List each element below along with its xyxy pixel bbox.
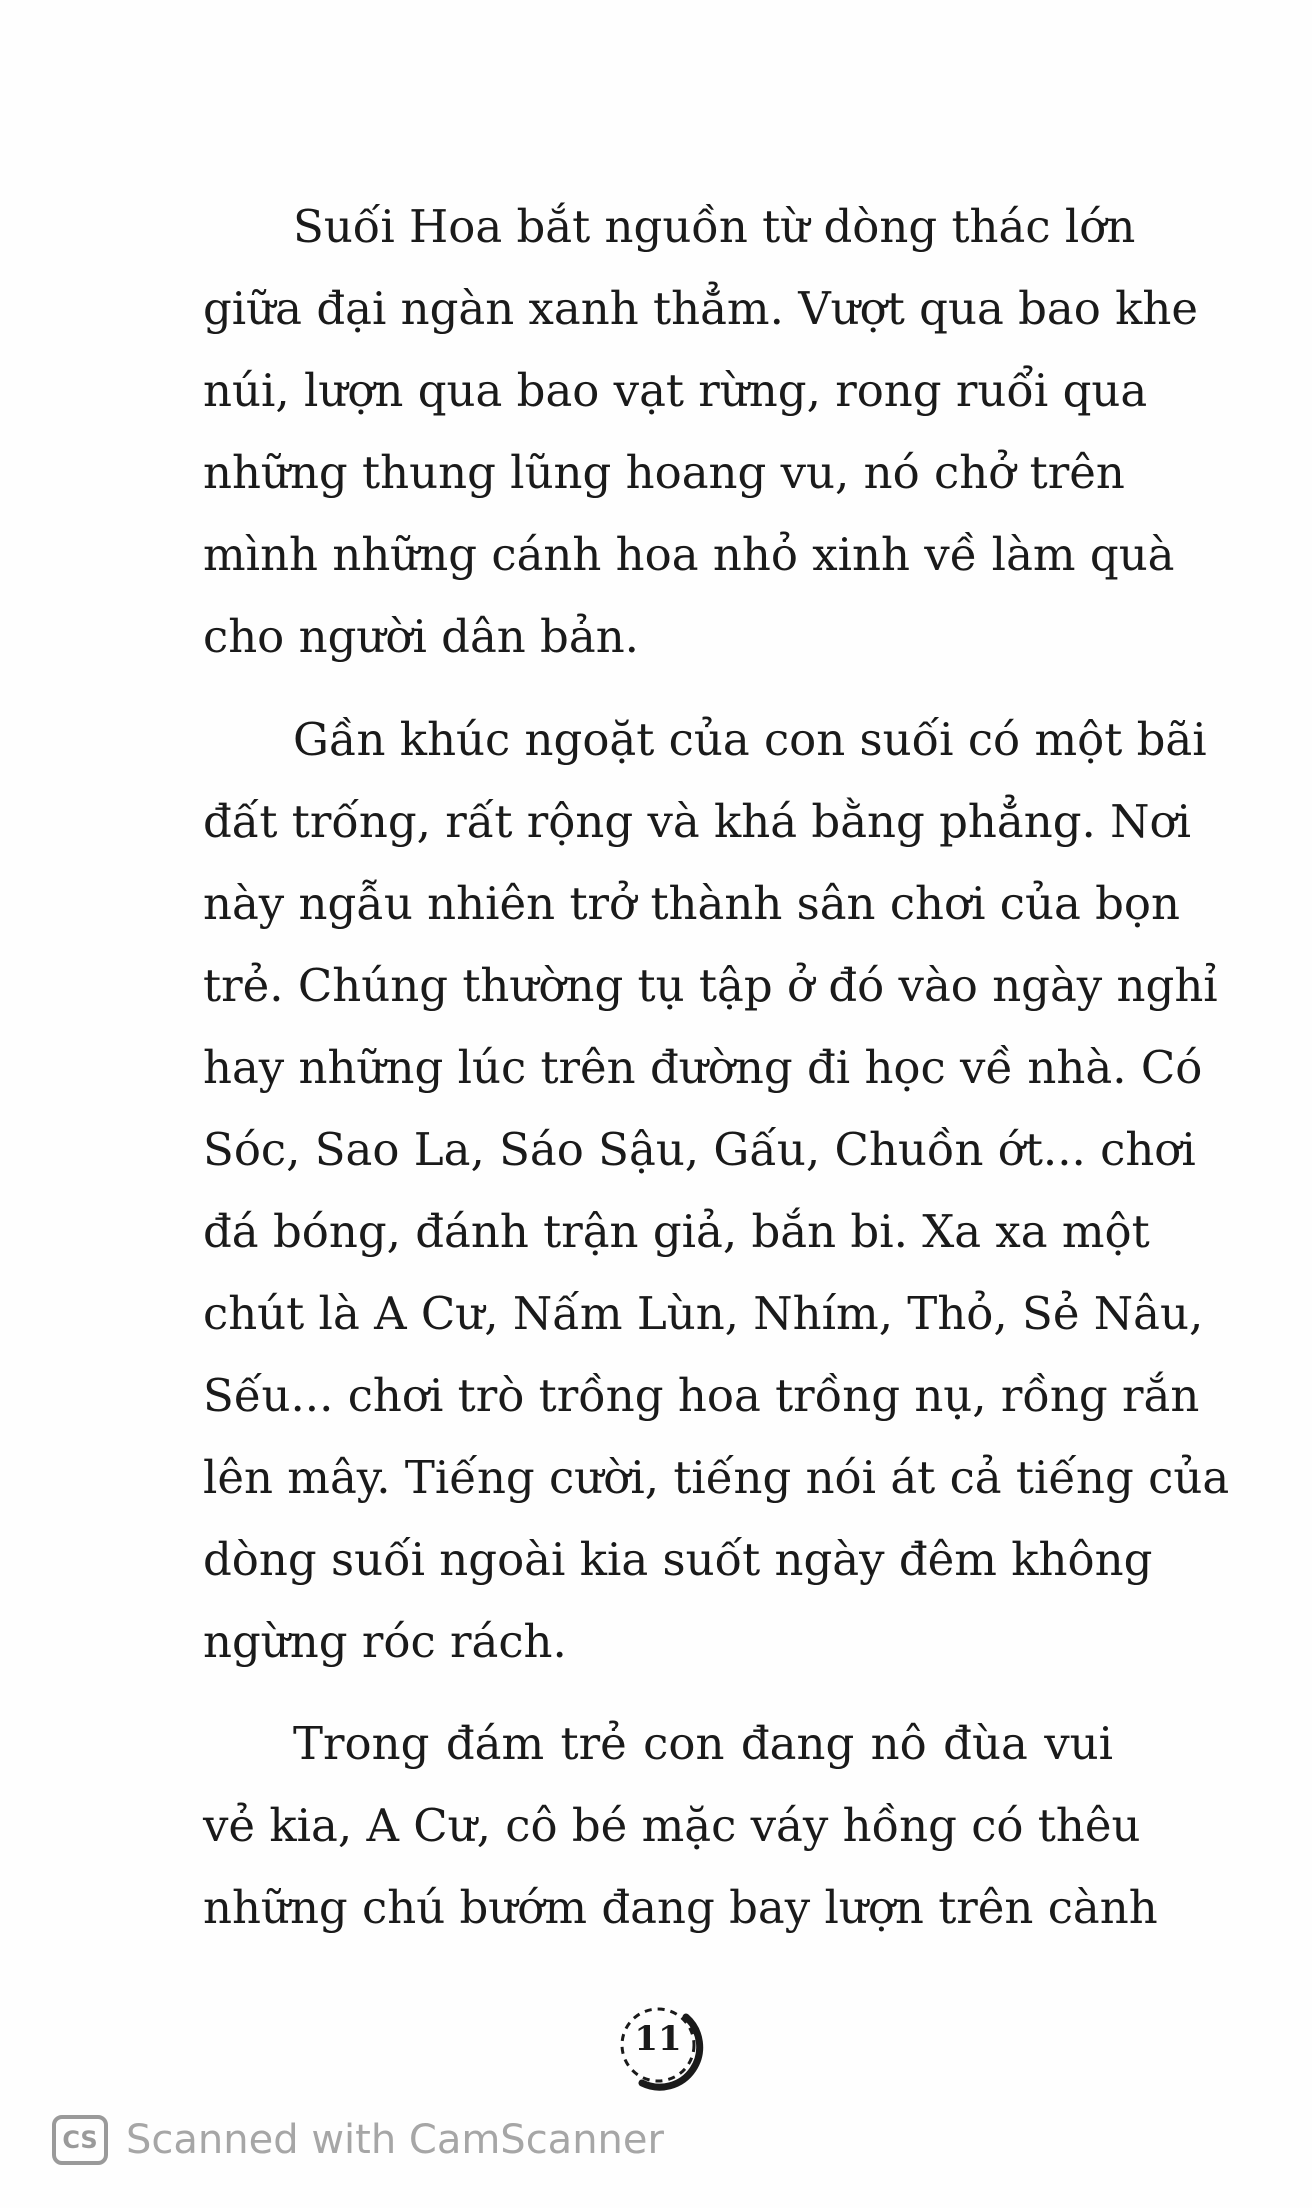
- paragraph-line: cho người dân bản.: [203, 610, 639, 663]
- paragraph-line: đá bóng, đánh trận giả, bắn bi. Xa xa một: [203, 1205, 1150, 1258]
- page-number-badge: [608, 1995, 708, 2095]
- paragraph-line: Sếu... chơi trò trồng hoa trồng nụ, rồng rắn: [203, 1369, 1200, 1422]
- paragraph-line: núi, lượn qua bao vạt rừng, rong ruổi qua: [203, 364, 1148, 417]
- paragraph-line: đất trống, rất rộng và khá bằng phẳng. Nơi: [203, 795, 1192, 848]
- paragraph-line: chút là A Cư, Nấm Lùn, Nhím, Thỏ, Sẻ Nâu,: [203, 1287, 1204, 1340]
- paragraph-line: dòng suối ngoài kia suốt ngày đêm không: [203, 1533, 1153, 1586]
- paragraph-line: những thung lũng hoang vu, nó chở trên: [203, 446, 1125, 499]
- camscanner-logo-icon: CS: [52, 2115, 108, 2165]
- paragraph-line: giữa đại ngàn xanh thẳm. Vượt qua bao khe: [203, 282, 1198, 335]
- paragraph-1: [203, 186, 1198, 678]
- paragraph-line: Trong đám trẻ con đang nô đùa vui: [293, 1717, 1113, 1770]
- paragraph-2: [203, 699, 1230, 1683]
- paragraph-line: Suối Hoa bắt nguồn từ dòng thác lớn: [293, 200, 1136, 253]
- paragraph-line: trẻ. Chúng thường tụ tập ở đó vào ngày nghỉ: [203, 959, 1218, 1012]
- paragraph-line: này ngẫu nhiên trở thành sân chơi của bọn: [203, 877, 1180, 930]
- paragraph-line: hay những lúc trên đường đi học về nhà. Có: [203, 1041, 1203, 1094]
- paragraph-line: những chú bướm đang bay lượn trên cành: [203, 1881, 1158, 1934]
- page-number: 11: [634, 2019, 682, 2059]
- paragraph-line: mình những cánh hoa nhỏ xinh về làm quà: [203, 528, 1175, 581]
- paragraph-line: lên mây. Tiếng cười, tiếng nói át cả tiếng của: [203, 1451, 1230, 1504]
- camscanner-watermark: [52, 2110, 664, 2170]
- paragraph-line: ngừng róc rách.: [203, 1615, 567, 1668]
- paragraph-line: vẻ kia, A Cư, cô bé mặc váy hồng có thêu: [203, 1799, 1141, 1852]
- paragraph-3: [203, 1703, 1158, 1949]
- watermark-text: Scanned with CamScanner: [126, 2117, 664, 2163]
- paragraph-line: Sóc, Sao La, Sáo Sậu, Gấu, Chuồn ớt... chơi: [203, 1123, 1196, 1176]
- paragraph-line: Gần khúc ngoặt của con suối có một bãi: [293, 713, 1207, 766]
